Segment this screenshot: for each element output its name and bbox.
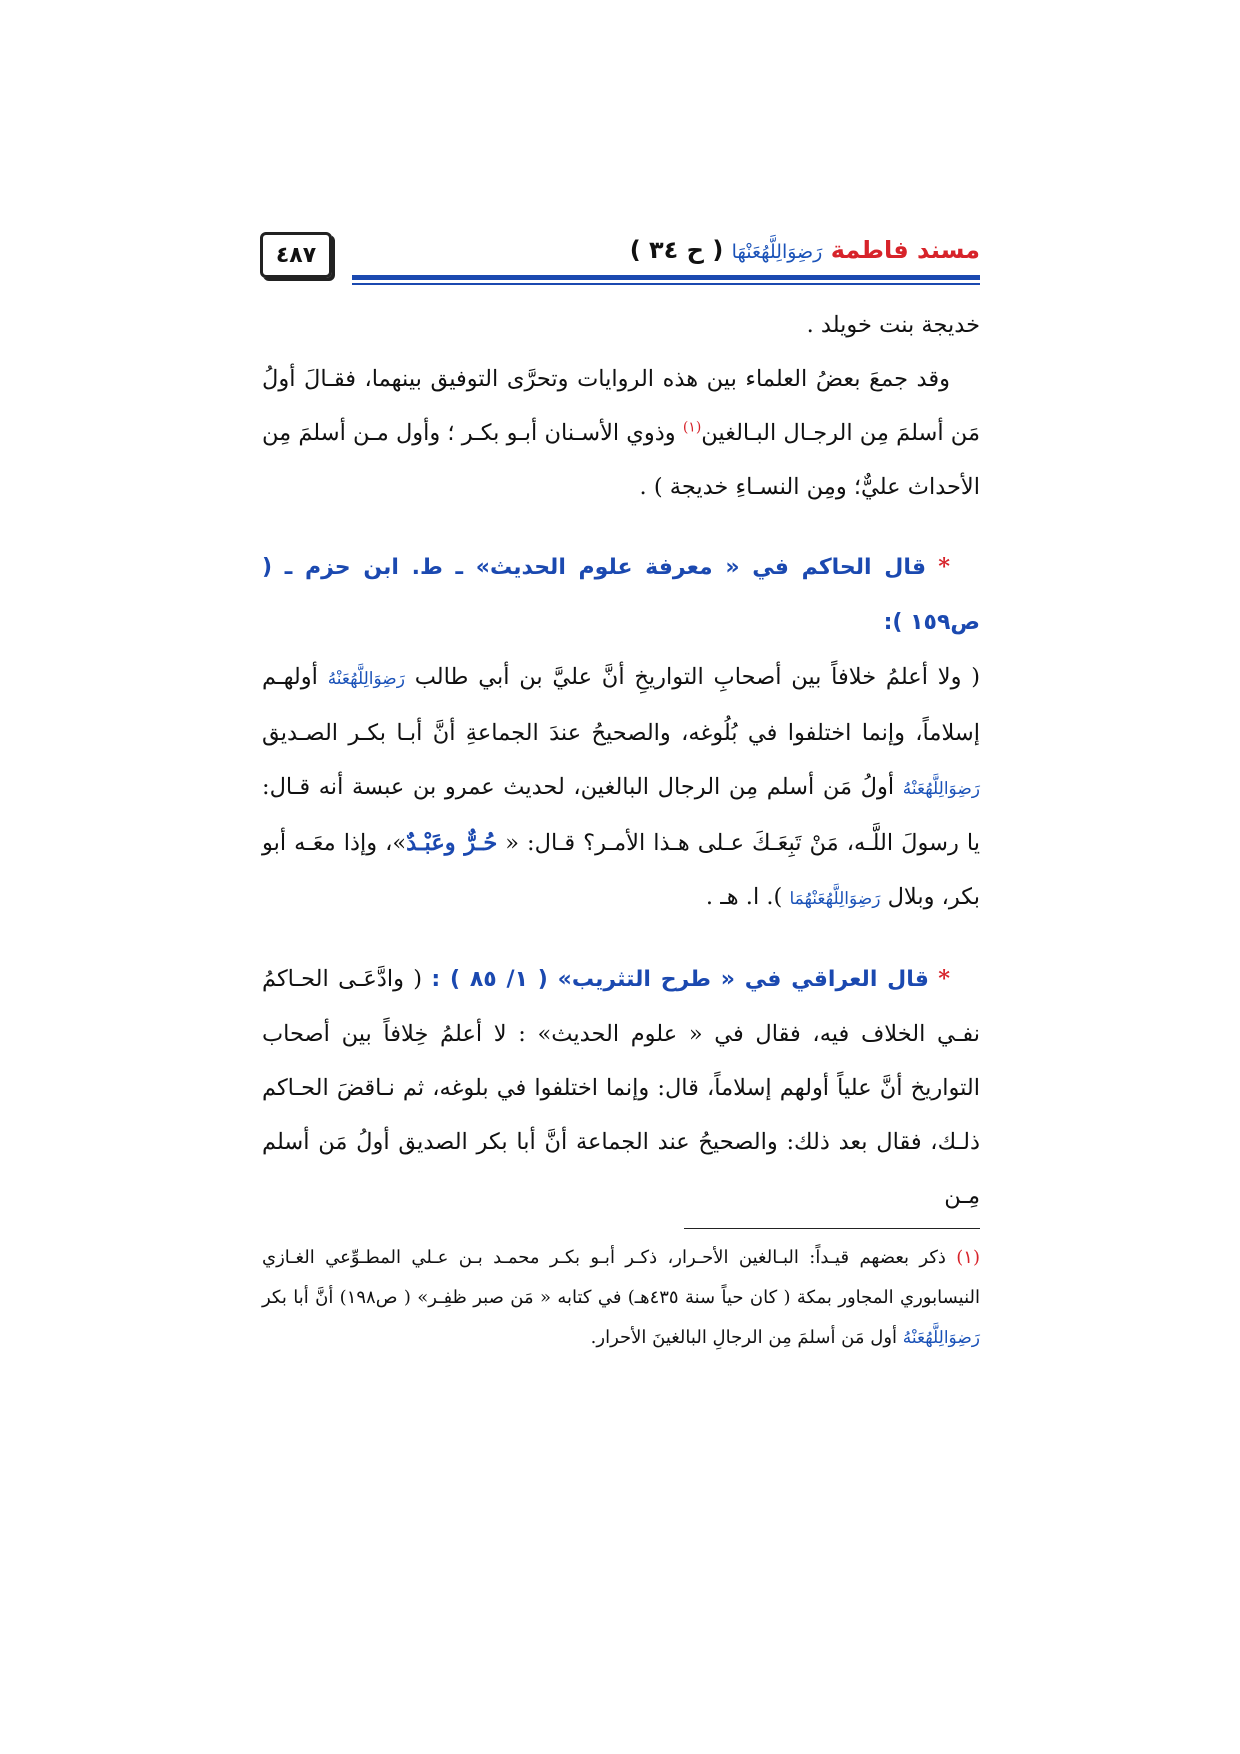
paragraph-2-text-a: وقد جمعَ بعضُ العلماء بين هذه الروايات وتحرَّى التوفيق بينهما، فقـالَ أولُ مَن أسلمَ مِن الرجـال البـالغين: [262, 366, 980, 446]
star-bullet: *: [938, 554, 951, 580]
quote-hakim-c: أولُ مَن أسلم مِن الرجال البالغين، لحديث عمرو بن عبسة أنه قـال: يا رسولَ اللَّـه، مَنْ تَبِعَـكَ عـلى هـذا الأمـر؟ قـال: «: [262, 774, 980, 856]
honorific: رَضِوَالِلَّهُعَنْهُمَا: [789, 889, 881, 909]
spacer: [262, 926, 980, 952]
heading-hakim: [262, 540, 980, 650]
running-title-honorific: رَضِوَالِلَّهُعَنْهَا: [731, 241, 823, 263]
quote-hakim-b: أولهـم إسلاماً، وإنما اختلفوا في بُلُوغه، والصحيحُ عندَ الجماعةِ أنَّ أبـا بكـر الصـديق: [262, 664, 980, 746]
honorific: رَضِوَالِلَّهُعَنْهُ: [327, 669, 405, 689]
honorific: رَضِوَالِلَّهُعَنْهُ: [902, 1328, 980, 1348]
footnotes: [262, 1238, 980, 1358]
quote-hakim-a: ( ولا أعلمُ خلافاً بين أصحابِ التواريخِ أنَّ عليَّ بن أبي طالب: [404, 664, 981, 690]
quote-hakim-e: ). ا. هـ .: [705, 884, 790, 910]
spacer: [262, 514, 980, 540]
page-header: [260, 232, 980, 284]
quote-iraqi: ( وادَّعَـى الحـاكمُ نفـي الخلاف فيه، فقال في « علوم الحديث» : لا أعلمُ خِلافاً بين أصحاب التواريخ أنَّ علياً أولهم إسلاماً، قال: وإنما اختلفوا في بلوغه، ثم نـاقضَ الحـاكم ذلـك، فقال بعد ذلك: والصحيحُ عند الجماعة أنَّ أبا بكر الصديق أولُ مَن أسلم مِـن: [262, 966, 980, 1209]
footnote-1: [262, 1238, 980, 1358]
page-number: ٤٨٧: [260, 232, 332, 278]
paragraph-2-text-b: وذوي الأسـنان أبـو بكـر ؛ وأول مـن أسلمَ مِن الأحداث عليٌّ؛ ومِن النسـاءِ خديجة ) .: [262, 420, 980, 500]
quote-hakim-d: »، وإذا معَـه أبو بكر، وبلال: [262, 830, 980, 910]
honorific: رَضِوَالِلَّهُعَنْهُ: [902, 779, 980, 799]
footnote-number: (١): [956, 1247, 980, 1268]
heading-hakim-text: قال الحاكم في « معرفة علوم الحديث» ـ ط. ابن حزم ـ ( ص١٥٩ ):: [262, 555, 980, 635]
running-title: [630, 236, 980, 264]
main-text: [262, 298, 980, 1223]
header-rule: [352, 275, 980, 285]
quote-hakim: [262, 650, 980, 926]
running-title-main: مسند فاطمة: [830, 236, 980, 264]
footnote-1-a: ذكر بعضهم قيـداً: البـالغين الأحـرار، ذكـر أبـو بكـر محمـد بـن عـلي المطـوِّعي الغـازي النيسابوري المجاور بمكة ( كان حياً سنة ٤٣٥هـ) في كتابه « مَن صبر ظفِـر» ( ص١٩٨) أنَّ أبا بكر: [262, 1247, 980, 1308]
paragraph-2: [262, 352, 980, 514]
paragraph-1: خديجة بنت خويلد .: [806, 312, 980, 338]
footnote-marker-1: (١): [682, 419, 702, 436]
footnote-rule: [684, 1228, 980, 1229]
star-bullet: *: [938, 966, 951, 992]
footnote-1-b: أول مَن أسلمَ مِن الرجالِ البالغينَ الأحرار.: [590, 1327, 903, 1348]
paragraph-iraqi: [262, 952, 980, 1223]
heading-iraqi-text: قال العراقي في « طرح التثريب» ( ١/ ٨٥ ) :: [431, 967, 929, 992]
hadith-quote-emphasis: حُـرٌّ وعَبْـدٌ: [406, 830, 498, 856]
running-title-hadith-number: ( ح ٣٤ ): [629, 236, 724, 264]
